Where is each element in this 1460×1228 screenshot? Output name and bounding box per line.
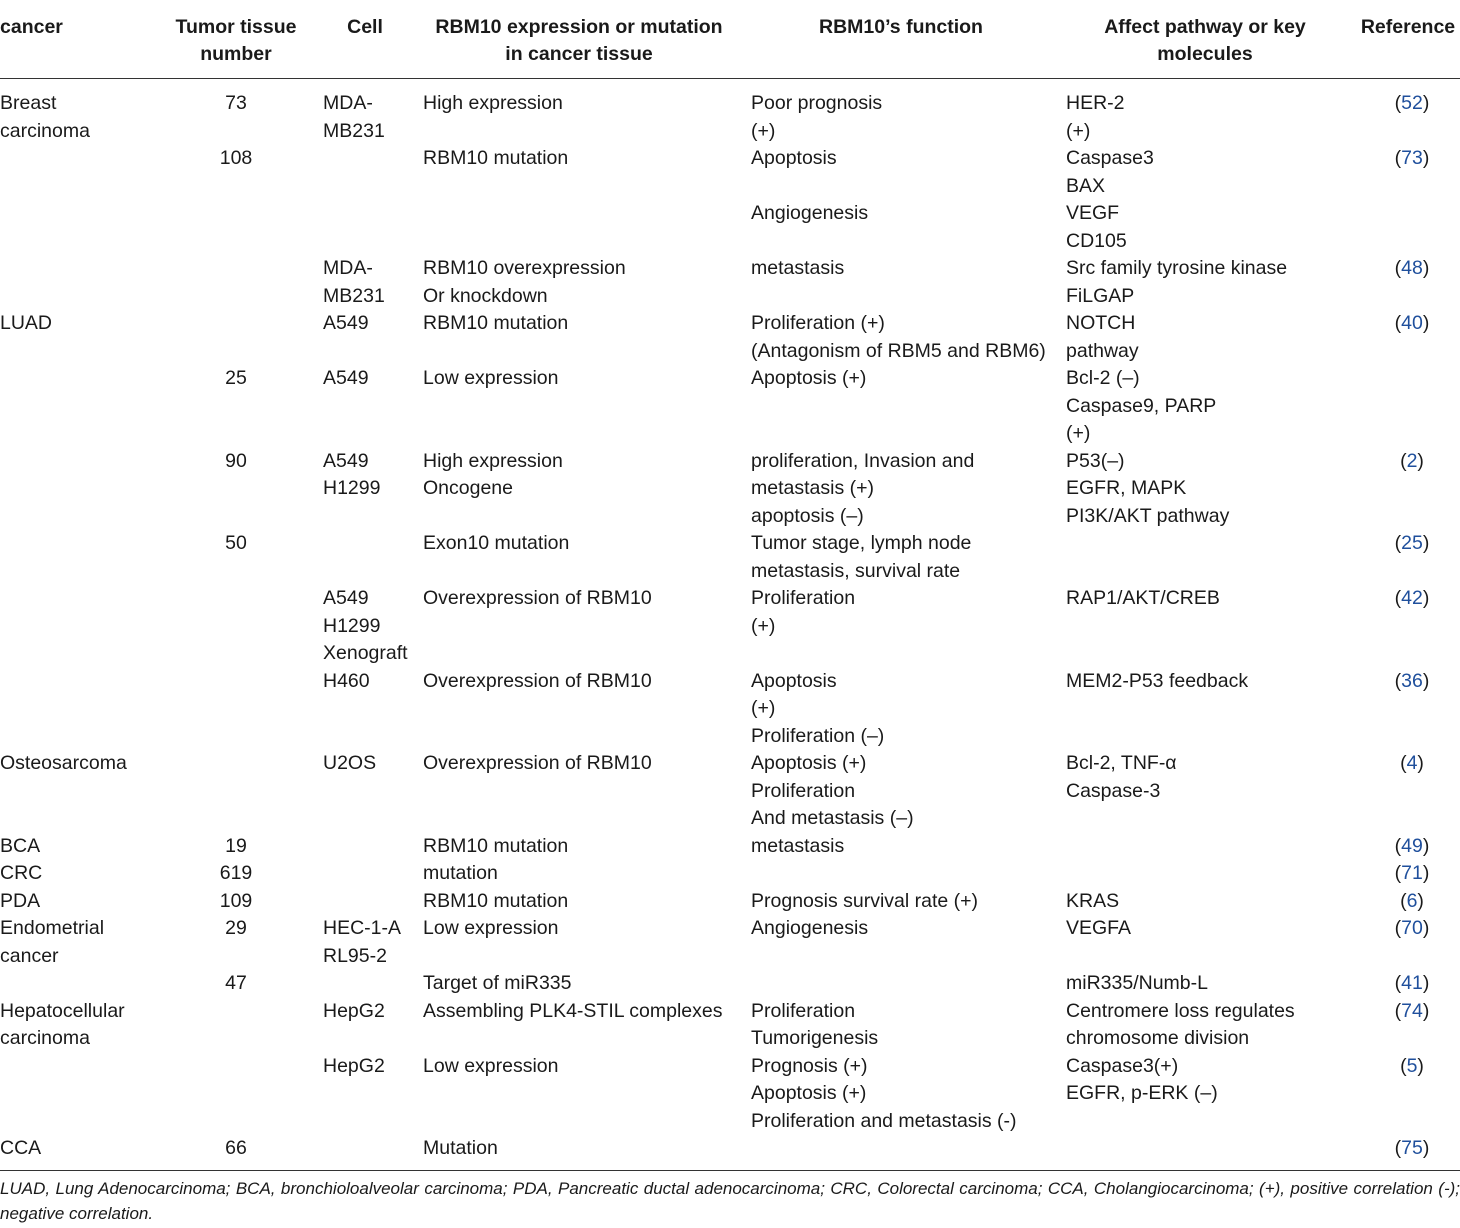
cell-tumor-number: 50 bbox=[225, 532, 247, 554]
cell-reference: (2) bbox=[1400, 449, 1424, 472]
reference-link[interactable]: 6 bbox=[1406, 889, 1418, 912]
cell-reference: (74) bbox=[1394, 999, 1430, 1022]
cell-function: Proliferation Tumorigenesis bbox=[751, 999, 879, 1049]
cell-function: Prognosis survival rate (+) bbox=[751, 889, 979, 912]
cell-cancer: PDA bbox=[0, 889, 41, 912]
table-row bbox=[0, 448, 1460, 531]
cell-cancer: CCA bbox=[0, 1137, 42, 1159]
cell-expression: RBM10 mutation bbox=[423, 147, 569, 169]
cell-function: metastasis bbox=[751, 834, 845, 857]
cell-reference: (73) bbox=[1394, 147, 1430, 169]
cell-reference: (41) bbox=[1394, 972, 1430, 994]
table-row bbox=[0, 668, 1460, 751]
cell-function: Prognosis (+) Apoptosis (+) Proliferation and metastasis (-) bbox=[751, 1054, 1017, 1132]
cell-function: Tumor stage, lymph node metastasis, survival rate bbox=[751, 532, 972, 582]
cell-pathway: HER-2 (+) bbox=[1066, 92, 1125, 142]
reference-link[interactable]: 5 bbox=[1406, 1054, 1418, 1077]
reference-link[interactable]: 36 bbox=[1401, 669, 1423, 692]
table-row bbox=[0, 310, 1460, 365]
table-row bbox=[0, 255, 1460, 310]
cell-cell-line: MDA- MB231 bbox=[323, 257, 385, 307]
cell-pathway: Bcl-2, TNF-α Caspase-3 bbox=[1066, 752, 1177, 802]
cell-pathway: VEGFA bbox=[1066, 917, 1132, 939]
reference-link[interactable]: 71 bbox=[1401, 862, 1423, 884]
header-pathway: Affect pathway or key molecules bbox=[1104, 16, 1306, 65]
cell-function: Proliferation (+) (Antagonism of RBM5 and RBM6) bbox=[751, 312, 1046, 362]
cell-reference: (48) bbox=[1394, 257, 1430, 279]
cell-cancer: Breast carcinoma bbox=[0, 92, 90, 142]
table-row bbox=[0, 888, 1460, 916]
table-row bbox=[0, 998, 1460, 1053]
cell-reference: (49) bbox=[1394, 834, 1430, 857]
cell-cell-line: MDA- MB231 bbox=[323, 92, 385, 142]
cell-tumor-number: 19 bbox=[225, 834, 247, 857]
cell-cell-line: U2OS bbox=[323, 752, 377, 774]
cell-reference: (5) bbox=[1400, 1054, 1424, 1077]
cell-cancer: CRC bbox=[0, 862, 43, 884]
cell-expression: Overexpression of RBM10 bbox=[423, 587, 652, 609]
cell-pathway: Src family tyrosine kinase FiLGAP bbox=[1066, 257, 1288, 307]
cell-function: Proliferation (+) bbox=[751, 587, 856, 637]
reference-link[interactable]: 42 bbox=[1401, 587, 1423, 609]
cell-expression: Low expression bbox=[423, 367, 559, 389]
cell-pathway: KRAS bbox=[1066, 889, 1120, 912]
cell-cancer: Osteosarcoma bbox=[0, 752, 127, 774]
cell-expression: High expression bbox=[423, 92, 563, 114]
cell-reference: (40) bbox=[1394, 312, 1430, 334]
reference-link[interactable]: 73 bbox=[1401, 147, 1423, 169]
cell-reference: (75) bbox=[1394, 1137, 1430, 1159]
cell-function: Apoptosis Angiogenesis bbox=[751, 147, 869, 224]
cell-expression: Low expression bbox=[423, 917, 559, 939]
cell-reference: (36) bbox=[1394, 669, 1430, 692]
reference-link[interactable]: 25 bbox=[1401, 532, 1423, 554]
cell-expression: Overexpression of RBM10 bbox=[423, 752, 652, 774]
cell-tumor-number: 108 bbox=[219, 147, 253, 169]
table-row bbox=[0, 530, 1460, 585]
cell-reference: (52) bbox=[1394, 92, 1430, 114]
cell-reference: (25) bbox=[1394, 532, 1430, 554]
header-reference: Reference bbox=[1360, 16, 1456, 38]
cell-expression: RBM10 mutation bbox=[423, 889, 569, 912]
cell-function: metastasis bbox=[751, 257, 845, 279]
cell-pathway: MEM2-P53 feedback bbox=[1066, 669, 1249, 692]
table-bottom-rule bbox=[0, 1170, 1460, 1171]
cell-pathway: Caspase3(+) EGFR, p-ERK (–) bbox=[1066, 1054, 1218, 1104]
reference-link[interactable]: 49 bbox=[1401, 834, 1423, 857]
cell-tumor-number: 90 bbox=[225, 449, 247, 472]
table-header bbox=[0, 0, 1460, 79]
cell-cell-line: A549 H1299 Xenograft bbox=[323, 587, 408, 664]
reference-link[interactable]: 41 bbox=[1401, 972, 1423, 994]
cell-pathway: RAP1/AKT/CREB bbox=[1066, 587, 1220, 609]
reference-link[interactable]: 40 bbox=[1401, 312, 1423, 334]
cell-function: Poor prognosis (+) bbox=[751, 92, 883, 142]
table-body bbox=[0, 90, 1460, 1163]
reference-link[interactable]: 52 bbox=[1401, 92, 1423, 114]
cell-pathway: P53(–) EGFR, MAPK PI3K/AKT pathway bbox=[1066, 449, 1230, 527]
reference-link[interactable]: 48 bbox=[1401, 257, 1423, 279]
cell-pathway: Centromere loss regulates chromosome division bbox=[1066, 999, 1295, 1049]
table-row bbox=[0, 1053, 1460, 1136]
cell-expression: RBM10 mutation bbox=[423, 834, 569, 857]
cell-expression: Mutation bbox=[423, 1137, 498, 1159]
cell-reference: (70) bbox=[1394, 917, 1430, 939]
table-row bbox=[0, 833, 1460, 861]
table-row bbox=[0, 145, 1460, 255]
cell-function: proliferation, Invasion and metastasis (+) apoptosis (–) bbox=[751, 449, 975, 527]
table-row bbox=[0, 970, 1460, 998]
cell-reference: (71) bbox=[1394, 862, 1430, 884]
reference-link[interactable]: 4 bbox=[1406, 752, 1418, 774]
cell-cell-line: A549 H1299 bbox=[323, 449, 381, 499]
cell-expression: RBM10 overexpression Or knockdown bbox=[423, 257, 626, 307]
cell-function: Angiogenesis bbox=[751, 917, 869, 939]
cell-reference: (42) bbox=[1394, 587, 1430, 609]
cell-tumor-number: 73 bbox=[225, 92, 247, 114]
cell-expression: Exon10 mutation bbox=[423, 532, 570, 554]
reference-link[interactable]: 75 bbox=[1401, 1137, 1423, 1159]
cell-cell-line: HepG2 bbox=[323, 999, 385, 1022]
header-cancer: cancer bbox=[0, 16, 63, 38]
cell-expression: RBM10 mutation bbox=[423, 312, 569, 334]
header-cell: Cell bbox=[347, 16, 383, 38]
cell-tumor-number: 109 bbox=[219, 889, 253, 912]
cell-expression: Assembling PLK4-STIL complexes bbox=[423, 999, 723, 1022]
reference-link[interactable]: 2 bbox=[1406, 449, 1418, 472]
cell-pathway: Caspase3 BAX VEGF CD105 bbox=[1066, 147, 1154, 252]
table-row bbox=[0, 915, 1460, 970]
cell-expression: High expression Oncogene bbox=[423, 449, 563, 499]
table-footnote: LUAD, Lung Adenocarcinoma; BCA, bronchioloalveolar carcinoma; PDA, Pancreatic ductal adenocarcinoma; CRC, Colorectal carcinoma; CCA, Cholangiocarcinoma; (+), positive correlation (-); negative correlation. bbox=[0, 1179, 1460, 1223]
header-expression: RBM10 expression or mutation in cancer tissue bbox=[435, 16, 723, 65]
cell-cell-line: HEC-1-A RL95-2 bbox=[323, 917, 402, 967]
cell-tumor-number: 47 bbox=[225, 972, 247, 994]
reference-link[interactable]: 70 bbox=[1401, 917, 1423, 939]
cell-function: Apoptosis (+) Proliferation (–) bbox=[751, 669, 885, 747]
cell-tumor-number: 66 bbox=[225, 1137, 247, 1159]
cell-expression: Low expression bbox=[423, 1054, 559, 1077]
header-function: RBM10’s function bbox=[819, 16, 983, 38]
cell-pathway: miR335/Numb-L bbox=[1066, 972, 1208, 994]
cell-cancer: Endometrial cancer bbox=[0, 917, 105, 967]
table-row bbox=[0, 750, 1460, 833]
cell-pathway: NOTCH pathway bbox=[1066, 312, 1139, 362]
cell-cancer: Hepatocellular carcinoma bbox=[0, 999, 125, 1049]
cell-expression: Overexpression of RBM10 bbox=[423, 669, 652, 692]
table-row bbox=[0, 860, 1460, 888]
table-row bbox=[0, 90, 1460, 145]
cell-function: Apoptosis (+) Proliferation And metastasis (–) bbox=[751, 752, 914, 829]
cell-cancer: LUAD bbox=[0, 312, 53, 334]
cell-cell-line: A549 bbox=[323, 367, 369, 389]
cell-function: Apoptosis (+) bbox=[751, 367, 867, 389]
table-row bbox=[0, 585, 1460, 668]
cell-expression: mutation bbox=[423, 862, 498, 884]
cell-cell-line: A549 bbox=[323, 312, 369, 334]
cell-cancer: BCA bbox=[0, 834, 41, 857]
cell-pathway: Bcl-2 (–) Caspase9, PARP (+) bbox=[1066, 367, 1217, 444]
cell-cell-line: H460 bbox=[323, 669, 370, 692]
table-row bbox=[0, 365, 1460, 448]
table-row bbox=[0, 1135, 1460, 1163]
cell-cell-line: HepG2 bbox=[323, 1054, 385, 1077]
cell-reference: (6) bbox=[1400, 889, 1424, 912]
cell-tumor-number: 29 bbox=[225, 917, 247, 939]
cell-tumor-number: 25 bbox=[225, 367, 247, 389]
cell-expression: Target of miR335 bbox=[423, 972, 572, 994]
reference-link[interactable]: 74 bbox=[1401, 999, 1423, 1022]
cell-tumor-number: 619 bbox=[219, 862, 253, 884]
cell-reference: (4) bbox=[1400, 752, 1424, 774]
header-tumor-number: Tumor tissue number bbox=[175, 16, 297, 65]
